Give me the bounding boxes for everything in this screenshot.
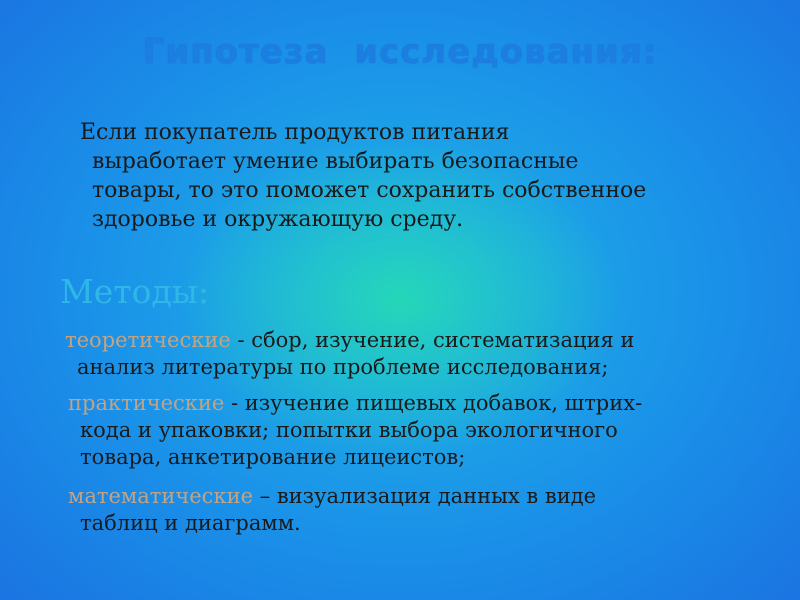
method-keyword: теоретические [65, 328, 231, 352]
method-theoretical [65, 327, 765, 381]
hypothesis-line-1: Если покупатель продуктов питания [80, 120, 510, 145]
method-description-line-3: товара, анкетирование лицеистов; [80, 445, 466, 469]
hypothesis-line-3: товары, то это поможет сохранить собственное [92, 178, 647, 203]
methods-heading: Методы: [60, 272, 210, 311]
method-description-line-2: кода и упаковки; попытки выбора экологичного [80, 418, 618, 442]
method-description-line-2: анализ литературы по проблеме исследования; [77, 355, 609, 379]
hypothesis-line-2: выработает умение выбирать безопасные [92, 149, 579, 174]
method-keyword: практические [68, 391, 225, 415]
hypothesis-line-4: здоровье и окружающую среду. [92, 207, 464, 232]
slide-title: Гипотеза исследования: [142, 32, 658, 72]
method-mathematical [68, 483, 768, 537]
method-description-line-2: таблиц и диаграмм. [80, 511, 301, 535]
method-practical [68, 390, 768, 471]
method-description: – визуализация данных в виде [253, 484, 597, 508]
method-description: - сбор, изучение, систематизация и [230, 328, 635, 352]
hypothesis-text [80, 118, 740, 234]
method-description: - изучение пищевых добавок, штрих- [224, 391, 643, 415]
method-keyword: математические [68, 484, 253, 508]
